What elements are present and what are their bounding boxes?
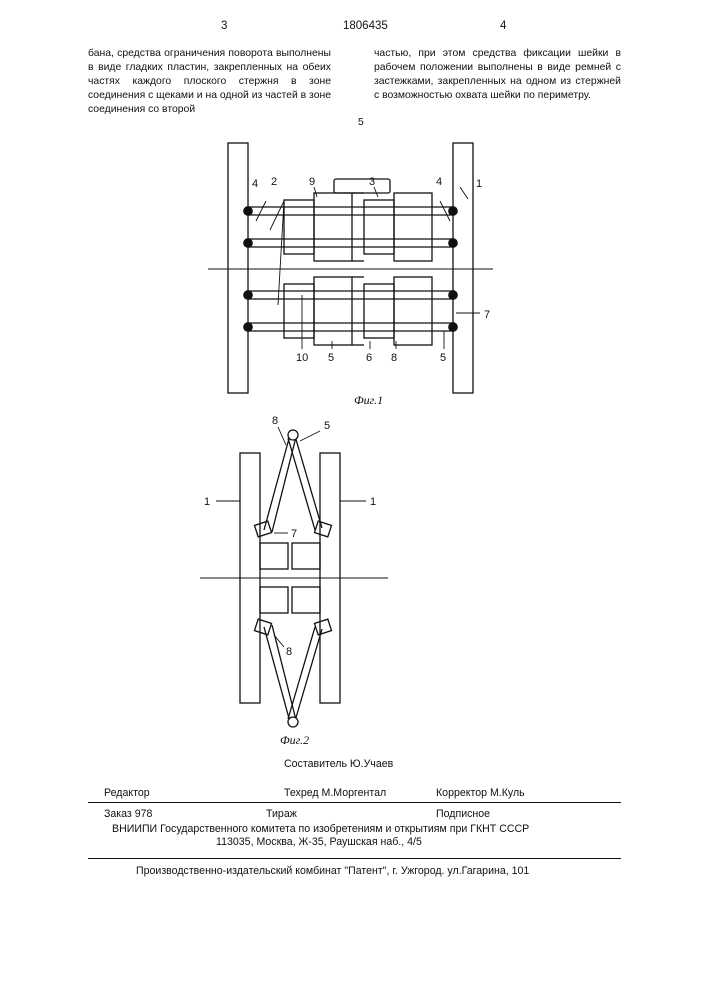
page-header — [88, 20, 621, 34]
callout-fig2-8a: 8 — [272, 415, 279, 427]
footer-tirazh: Тираж — [266, 808, 297, 820]
callout-fig1-3: 3 — [369, 176, 376, 188]
figures-area — [88, 135, 621, 755]
callout-fig2-7: 7 — [291, 528, 298, 540]
figure-2-label: Фиг.2 — [280, 733, 310, 747]
footer-corrector: Корректор М.Куль — [436, 787, 525, 799]
footer-editor: Редактор — [104, 787, 150, 799]
callout-fig1-2: 2 — [271, 176, 278, 188]
callout-fig1-4b: 4 — [436, 176, 443, 188]
footer-order: Заказ 978 — [104, 808, 153, 820]
callout-fig2-1b: 1 — [370, 496, 377, 508]
figure-1-label: Фиг.1 — [354, 393, 384, 407]
paragraph-right: частью, при этом средства фиксации шейки в рабочем положении выполнены в виде ремней с застежками, закрепленных на одном из стержней с возможностью охвата шейки по периметру. — [374, 48, 621, 102]
footer-techred: Техред М.Моргентал — [284, 787, 387, 799]
callout-fig1-9: 9 — [309, 176, 316, 188]
callout-fig1-1: 1 — [476, 178, 483, 190]
footer-divider-top — [88, 802, 621, 803]
footer-vniipi: ВНИИПИ Государственного комитета по изобретениям и открытиям при ГКНТ СССР — [112, 823, 530, 835]
text-column-right — [374, 47, 621, 103]
footer-compiler: Составитель Ю.Учаев — [284, 758, 394, 770]
column-number-right: 4 — [500, 20, 507, 32]
callout-fig2-8b: 8 — [286, 646, 293, 658]
footer-combine: Производственно-издательский комбинат "Патент", г. Ужгород. ул.Гагарина, 101 — [136, 865, 530, 877]
text-column-left — [88, 47, 331, 117]
figure-drawings — [88, 135, 621, 755]
line-number-marker: 5 — [358, 117, 364, 128]
paragraph-left: бана, средства ограничения поворота выполнены в виде гладких пластин, закрепленных на обеих частях каждого плоского стержня в зоне соединения с щеками и на одной из частей в зоне соединения со второй — [88, 48, 331, 116]
callout-fig1-8: 8 — [391, 352, 398, 364]
callout-fig1-7: 7 — [484, 309, 491, 321]
callout-fig1-6: 6 — [366, 352, 373, 364]
callout-fig2-1a: 1 — [204, 496, 211, 508]
patent-number: 1806435 — [343, 20, 388, 32]
callout-fig1-4a: 4 — [252, 178, 259, 190]
page-footer — [88, 758, 621, 877]
column-number-left: 3 — [221, 20, 228, 32]
footer-subscription: Подписное — [436, 808, 491, 820]
footer-divider-bottom — [88, 858, 621, 859]
callout-fig2-5: 5 — [324, 420, 331, 432]
callout-fig1-5a: 5 — [328, 352, 335, 364]
callout-fig1-5b: 5 — [440, 352, 447, 364]
footer-address: 113035, Москва, Ж-35, Раушская наб., 4/5 — [216, 836, 422, 848]
callout-fig1-10: 10 — [296, 352, 309, 364]
